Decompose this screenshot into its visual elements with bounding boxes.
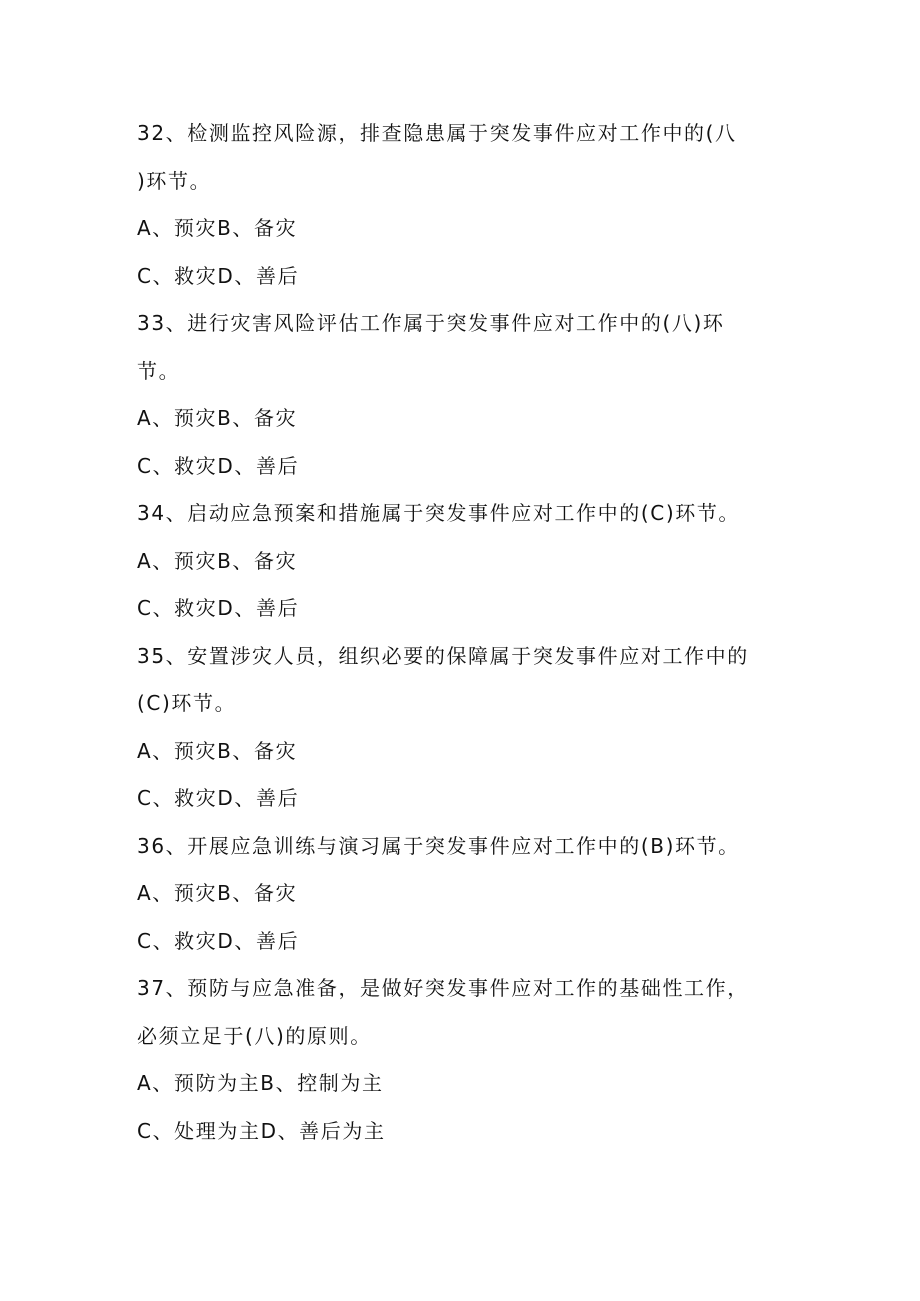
q33-stem-line-2: 节。 <box>137 358 181 383</box>
q33-stem-line-1: 33、进行灾害风险评估工作属于突发事件应对工作中的(八)环 <box>137 311 725 335</box>
q32-stem-line-2: )环节。 <box>137 168 212 193</box>
q34-stem: 34、启动应急预案和措施属于突发事件应对工作中的(C)环节。 <box>137 501 741 525</box>
q34-options-cd: C、救灾D、善后 <box>137 596 300 620</box>
question-list <box>137 110 785 1155</box>
q36-options-ab: A、预灾B、备灾 <box>137 881 298 905</box>
q32-stem-line-1: 32、检测监控风险源，排查隐患属于突发事件应对工作中的(八 <box>137 121 737 145</box>
q32-options-cd: C、救灾D、善后 <box>137 263 300 288</box>
q34-options-ab: A、预灾B、备灾 <box>137 548 298 573</box>
q36-stem: 36、开展应急训练与演习属于突发事件应对工作中的(B)环节。 <box>137 833 740 858</box>
q37-options-cd: C、处理为主D、善后为主 <box>137 1118 386 1143</box>
q36-options-cd: C、救灾D、善后 <box>137 928 300 953</box>
q33-options-cd: C、救灾D、善后 <box>137 453 300 478</box>
q35-options-cd: C、救灾D、善后 <box>137 786 300 810</box>
q33-options-ab: A、预灾B、备灾 <box>137 406 298 430</box>
q35-stem-line-2: (C)环节。 <box>137 691 237 715</box>
q37-options-ab: A、预防为主B、控制为主 <box>137 1071 384 1095</box>
q35-options-ab: A、预灾B、备灾 <box>137 738 298 763</box>
q37-stem-line-1: 37、预防与应急准备，是做好突发事件应对工作的基础性工作， <box>137 976 749 1000</box>
q35-stem-line-1: 35、安置涉灾人员，组织必要的保障属于突发事件应对工作中的 <box>137 643 749 668</box>
q32-options-ab: A、预灾B、备灾 <box>137 216 298 240</box>
q37-stem-line-2: 必须立足于(八)的原则。 <box>137 1023 372 1048</box>
